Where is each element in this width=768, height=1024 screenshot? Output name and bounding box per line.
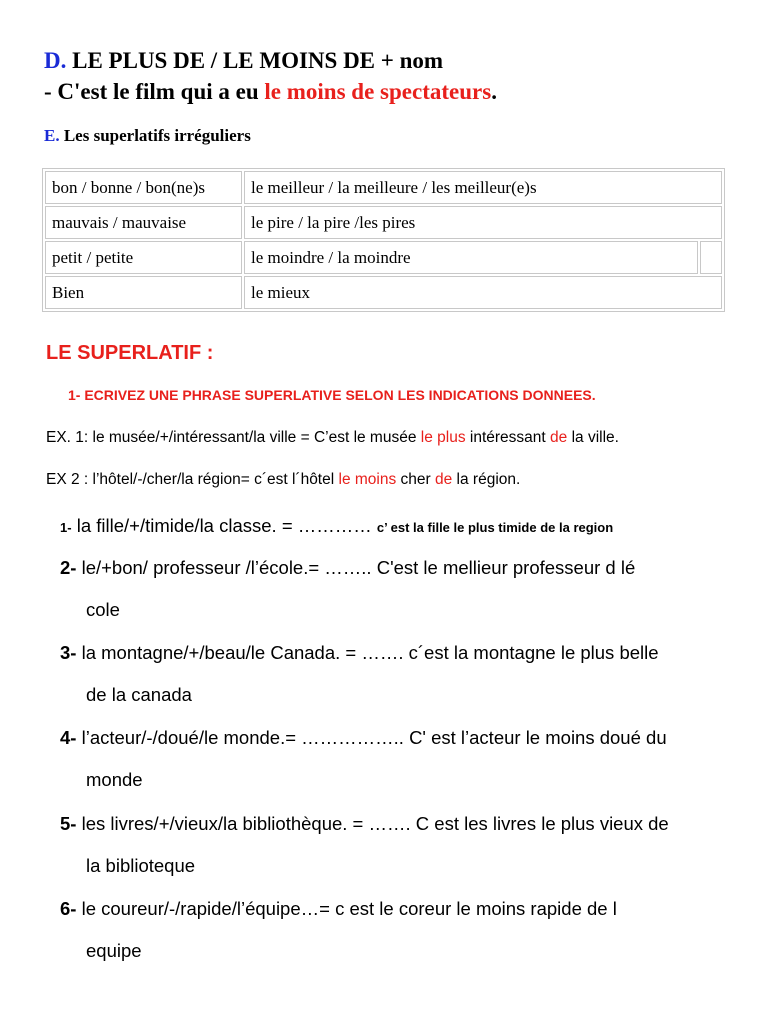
example-2 — [46, 471, 520, 489]
example-1-suffix: la ville. — [567, 429, 619, 446]
superlatif-title: LE SUPERLATIF : — [46, 342, 214, 364]
item-number: 2- — [60, 557, 77, 578]
example-2-mid: cher — [396, 471, 435, 488]
section-d-title: LE PLUS DE / LE MOINS DE + nom — [66, 48, 444, 73]
item-question: les livres/+/vieux/la bibliothèque. = ……. C est les livres le plus vieux de — [76, 813, 669, 834]
item-continuation: monde — [86, 769, 143, 790]
exercise-item — [60, 513, 750, 541]
example-2-highlight-1: le moins — [338, 471, 397, 488]
item-number: 1- — [60, 520, 72, 535]
item-number: 3- — [60, 642, 77, 663]
exercise-item — [60, 896, 750, 922]
table-cell: bon / bonne / bon(ne)s — [45, 171, 242, 204]
item-question: le/+bon/ professeur /l’école.= …….. C'est le mellieur professeur d lé — [76, 557, 636, 578]
section-e-letter: E. — [44, 126, 60, 145]
section-d-letter: D. — [44, 48, 67, 73]
exercise-item — [60, 640, 750, 666]
table-row — [45, 241, 722, 274]
item-continuation: equipe — [86, 940, 142, 961]
item-question: le coureur/-/rapide/l’équipe…= c est le coreur le moins rapide de l — [76, 898, 617, 919]
section-d-example — [44, 77, 497, 107]
example-2-highlight-2: de — [434, 471, 453, 488]
item-question: la montagne/+/beau/le Canada. = ……. c´est la montagne le plus belle — [76, 642, 659, 663]
exercise-item — [60, 725, 750, 751]
example-1-highlight-1: le plus — [420, 429, 466, 446]
example-2-suffix: la région. — [452, 471, 521, 488]
item-number: 6- — [60, 898, 77, 919]
table-cell: le moindre / la moindre — [244, 241, 698, 274]
table-cell: petit / petite — [45, 241, 242, 274]
table-row — [45, 206, 722, 239]
item-question: la fille/+/timide/la classe. = ………… — [71, 515, 377, 536]
section-e-heading — [44, 124, 251, 148]
item-continuation: la biblioteque — [86, 855, 196, 876]
example-1-mid: intéressant — [465, 429, 551, 446]
exercise-instruction: 1- ECRIVEZ UNE PHRASE SUPERLATIVE SELON LES INDICATIONS DONNEES. — [68, 387, 596, 403]
table-row — [45, 276, 722, 309]
section-d-heading — [44, 46, 443, 76]
item-answer: c’ est la fille le plus timide de la region — [376, 520, 614, 535]
table-cell-empty — [700, 241, 722, 274]
table-cell: le mieux — [244, 276, 722, 309]
example-1 — [46, 429, 619, 447]
example-1-prefix: EX. 1: le musée/+/intéressant/la ville = C’est le musée — [46, 429, 421, 446]
irregular-superlatives-table — [42, 168, 725, 312]
item-continuation: de la canada — [86, 684, 192, 705]
table-cell: le meilleur / la meilleure / les meilleur(e)s — [244, 171, 722, 204]
table-cell: le pire / la pire /les pires — [244, 206, 722, 239]
exercise-item — [60, 555, 750, 581]
example-2-prefix: EX 2 : l’hôtel/-/cher/la région= c´est l´hôtel — [46, 471, 339, 488]
section-d-example-prefix: - C'est le film qui a eu — [44, 79, 265, 104]
table-cell: mauvais / mauvaise — [45, 206, 242, 239]
exercise-item — [60, 811, 750, 837]
item-number: 5- — [60, 813, 77, 834]
item-continuation: cole — [86, 599, 120, 620]
item-question: l’acteur/-/doué/le monde.= …………….. C' est l’acteur le moins doué du — [76, 727, 667, 748]
item-number: 4- — [60, 727, 77, 748]
section-d-example-highlight: le moins de spectateurs — [264, 79, 492, 104]
example-1-highlight-2: de — [550, 429, 568, 446]
section-e-title: Les superlatifs irréguliers — [59, 126, 251, 145]
table-row — [45, 171, 722, 204]
table-cell: Bien — [45, 276, 242, 309]
section-d-example-suffix: . — [491, 79, 497, 104]
